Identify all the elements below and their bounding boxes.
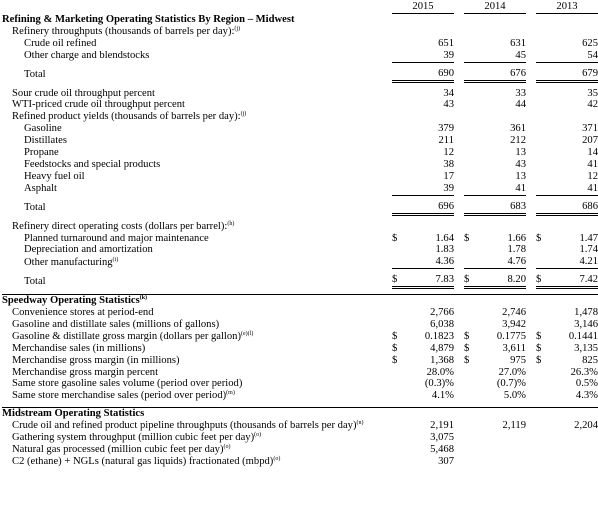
table-row: Gathering system throughput (million cubic feet per day)$^{(o)}$ 3,075	[12, 432, 454, 444]
midstream-title: Midstream Operating Statistics	[2, 408, 598, 420]
table-row: Convenience stores at period-end 2,766 2,746 1,478	[12, 307, 598, 319]
table-row-total: Total 696 683 686	[24, 200, 598, 214]
table-row: Feedstocks and special products 38 43 41	[24, 158, 598, 170]
section-title-speedway	[2, 295, 598, 307]
row-label: Refinery throughputs (thousands of barrels per day):$^{(j)}$	[12, 25, 241, 37]
section-title-refining	[2, 14, 598, 26]
table-row: Heavy fuel oil 17 13 12	[24, 170, 598, 182]
table-row: Sour crude oil throughput percent 34 33 35	[12, 87, 598, 99]
year-2014: 2014	[464, 0, 526, 14]
table-row: Planned turnaround and major maintenance $ 1.64 $ 1.66 $ 1.47	[24, 232, 598, 244]
section-title-midstream	[2, 408, 598, 420]
table-row: C2 (ethane) + NGLs (natural gas liquids) fractionated (mbpd)$^{(o)}$ 307	[12, 455, 454, 467]
table-row-total: Total 690 676 679	[24, 67, 598, 81]
operating-statistics-table	[2, 0, 598, 468]
table-row: Merchandise sales (in millions) $ 4,879 $ 3,611 $ 3,135	[12, 342, 598, 354]
refining-title: Refining & Marketing Operating Statistics By Region – Midwest	[2, 14, 295, 25]
table-row: Natural gas processed (million cubic feet per day)$^{(o)}$ 5,468	[12, 444, 454, 455]
table-row: Asphalt 39 41 41	[24, 182, 598, 195]
year-header-row	[2, 0, 598, 14]
speedway-title: Speedway Operating Statistics$^{(k)}$	[2, 295, 598, 307]
table-row: Same store merchandise sales (period over period)$^{(m)}$ 4.1% 5.0% 4.3%	[12, 390, 598, 402]
table-row: Merchandise gross margin (in millions) $ 1,368 $ 975 $ 825	[12, 354, 598, 366]
table-row: Crude oil refined 651 631 625	[24, 37, 598, 49]
table-row: Gasoline 379 361 371	[24, 123, 598, 135]
table-row: Merchandise gross margin percent 28.0% 27.0% 26.3%	[12, 366, 598, 378]
table-row: WTI-priced crude oil throughput percent 43 44 42	[12, 99, 598, 111]
table-row: Propane 12 13 14	[24, 147, 598, 159]
table-row: Other charge and blendstocks 39 45 54	[24, 49, 598, 62]
table-row: Distillates 211 212 207	[24, 135, 598, 147]
table-row	[2, 26, 598, 38]
table-row-total: Total $ 7.83 $ 8.20 $ 7.42	[24, 274, 598, 287]
table-row: Other manufacturing$^{(i)}$ 4.36 4.76 4.21	[24, 256, 598, 268]
table-row: Same store gasoline sales volume (period over period) (0.3)% (0.7)% 0.5%	[12, 378, 598, 390]
table-row: Gasoline and distillate sales (millions of gallons) 6,038 3,942 3,146	[12, 318, 598, 330]
table-row: Refinery direct operating costs (dollars per barrel):$^{(h)}$	[12, 220, 235, 232]
table-row: Refined product yields (thousands of barrels per day):$^{(j)}$	[12, 111, 247, 123]
table-row: Gasoline & distillate gross margin (dollars per gallon)$^{(e)(l)}$ $ 0.1823 $ 0.1775 $ 0.1441	[12, 330, 598, 342]
table-row: Depreciation and amortization 1.83 1.78 1.74	[24, 244, 598, 256]
table-row: Crude oil and refined product pipeline throughputs (thousands of barrels per day)$^{(n)}$ 2,191 2,119 2,204	[12, 420, 598, 432]
year-2015: 2015	[392, 0, 454, 14]
year-2013: 2013	[536, 0, 598, 14]
